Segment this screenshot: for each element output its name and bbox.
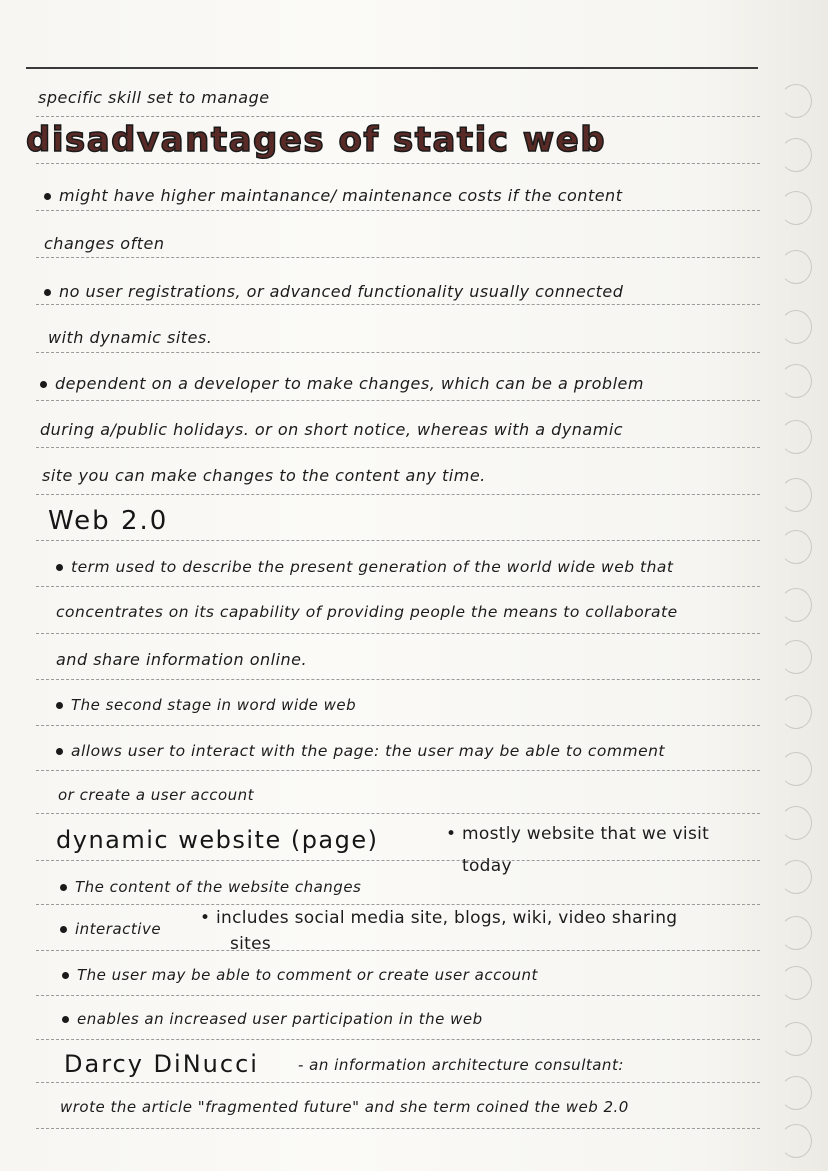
bullet-icon	[56, 702, 63, 709]
ruling-line	[36, 210, 760, 211]
bullet-text	[44, 186, 622, 205]
bullet-icon	[62, 1016, 69, 1023]
bullet-icon	[40, 381, 47, 388]
heading-darcy-dinucci: Darcy DiNucci	[64, 1050, 259, 1078]
bullet-text	[56, 696, 356, 714]
bullet-icon	[62, 972, 69, 979]
binding-ring	[780, 364, 812, 398]
side-note: • includes social media site, blogs, wiki, video sharing	[200, 908, 678, 928]
bullet-text	[40, 374, 644, 393]
binding-ring	[780, 806, 812, 840]
bullet-label: no user registrations, or advanced functionality usually connected	[59, 282, 624, 301]
bullet-text	[62, 966, 538, 984]
binding-ring	[780, 310, 812, 344]
ruling-line	[36, 540, 760, 541]
bullet-label: enables an increased user participation in the web	[77, 1010, 483, 1028]
text-line: concentrates on its capability of providing people the means to collaborate	[56, 603, 678, 621]
text-line: with dynamic sites.	[48, 328, 213, 347]
heading-disadvantages-static-web: disadvantages of static web	[26, 120, 607, 160]
ruling-line	[36, 400, 760, 401]
text-line: changes often	[44, 234, 165, 253]
ruling-line	[36, 1039, 760, 1040]
binding-ring	[780, 478, 812, 512]
heading-dynamic-website: dynamic website (page)	[56, 826, 379, 854]
binding-ring	[780, 420, 812, 454]
ruling-line	[36, 116, 760, 117]
ruling-line	[36, 995, 760, 996]
ruling-line	[36, 1128, 760, 1129]
heading-note: • mostly website that we visit	[446, 824, 710, 844]
bullet-label: The user may be able to comment or create user account	[77, 966, 538, 984]
bullet-label: might have higher maintanance/ maintenance costs if the content	[59, 186, 623, 205]
binding-ring	[780, 138, 812, 172]
bullet-icon	[56, 748, 63, 755]
bullet-label: dependent on a developer to make changes, which can be a problem	[55, 374, 644, 393]
ruling-line	[36, 860, 760, 861]
text-line: or create a user account	[58, 786, 255, 804]
text-line: - an information architecture consultant:	[298, 1056, 624, 1074]
text-line: and share information online.	[56, 650, 308, 669]
bullet-label: interactive	[75, 920, 162, 938]
binding-ring	[780, 966, 812, 1000]
ruling-line	[36, 304, 760, 305]
bullet-label: allows user to interact with the page: the user may be able to comment	[71, 742, 666, 760]
ruling-line	[36, 633, 760, 634]
ruling-line	[36, 950, 760, 951]
text-line: specific skill set to manage	[38, 88, 270, 107]
ruling-line	[36, 586, 760, 587]
ruling-line	[36, 679, 760, 680]
binding-ring	[780, 1076, 812, 1110]
ruling-line	[36, 163, 760, 164]
bullet-text	[62, 1010, 483, 1028]
bullet-icon	[60, 926, 67, 933]
side-note: sites	[230, 934, 272, 954]
bullet-icon	[56, 564, 63, 571]
ruling-line	[36, 257, 760, 258]
binding-ring	[780, 530, 812, 564]
binding-ring	[780, 1022, 812, 1056]
bullet-icon	[44, 289, 51, 296]
bullet-text	[60, 920, 161, 938]
bullet-text	[56, 742, 665, 760]
text-line: site you can make changes to the content any time.	[42, 466, 486, 485]
binding-ring	[780, 1124, 812, 1158]
bullet-text	[56, 558, 674, 576]
ruling-line	[36, 352, 760, 353]
binding-ring	[780, 191, 812, 225]
heading-web-2-0: Web 2.0	[48, 506, 169, 536]
ruling-line	[36, 904, 760, 905]
binding-ring	[780, 588, 812, 622]
binding-ring	[780, 752, 812, 786]
bullet-icon	[44, 193, 51, 200]
ruling-line	[36, 813, 760, 814]
text-line: wrote the article "fragmented future" and she term coined the web 2.0	[60, 1098, 629, 1116]
binding-ring	[780, 84, 812, 118]
ruling-line	[36, 770, 760, 771]
ruling-line	[36, 447, 760, 448]
bullet-icon	[60, 884, 67, 891]
binding-ring	[780, 695, 812, 729]
bullet-label: The content of the website changes	[75, 878, 362, 896]
bullet-label: The second stage in word wide web	[71, 696, 357, 714]
bullet-label: term used to describe the present generation of the world wide web that	[71, 558, 674, 576]
binding-ring	[780, 640, 812, 674]
binding-ring	[780, 860, 812, 894]
bullet-text	[44, 282, 623, 301]
top-margin-line	[26, 67, 758, 69]
ruling-line	[36, 494, 760, 495]
binding-ring	[780, 916, 812, 950]
text-line: during a/public holidays. or on short notice, whereas with a dynamic	[40, 420, 624, 439]
heading-note: today	[462, 856, 512, 876]
ruling-line	[36, 1082, 760, 1083]
binding-ring	[780, 250, 812, 284]
bullet-text	[60, 878, 361, 896]
ruling-line	[36, 725, 760, 726]
